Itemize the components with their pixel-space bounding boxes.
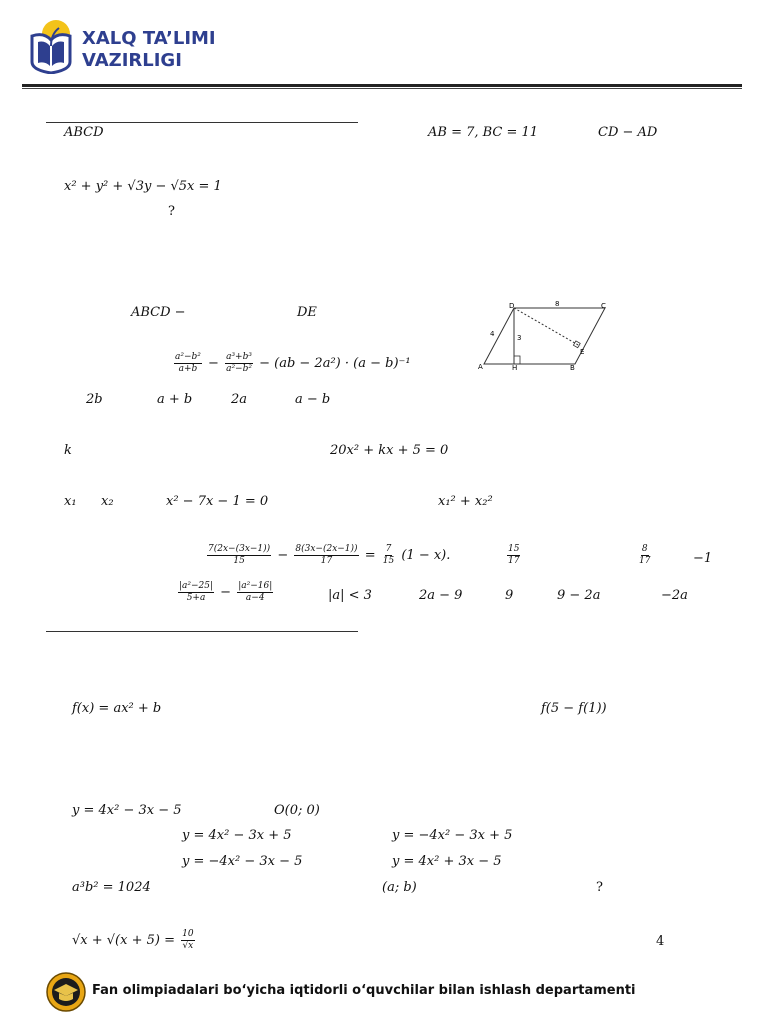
section-divider-top: [46, 122, 358, 123]
q8-option-a: 2a − 9: [419, 588, 463, 603]
q9-find: f(5 − f(1)): [541, 701, 607, 716]
q4-f1-den: a+b: [178, 364, 198, 374]
q7-f2-den: 17: [320, 556, 333, 566]
q6-x1: x₁: [64, 494, 77, 509]
q10-option-d: y = 4x² + 3x − 5: [392, 854, 502, 869]
q8-f2-den: a−4: [245, 593, 265, 603]
q12-lhs: √x + √(x + 5) =: [72, 933, 175, 948]
q7-f1-num: 7(2x−(3x−1)): [208, 544, 271, 554]
q7-o1-den: 17: [508, 556, 520, 566]
fig-label-d: D: [509, 302, 515, 310]
fig-len-ad: 4: [490, 330, 495, 338]
q4-option-b: a + b: [157, 392, 193, 407]
q11-equation: a³b² = 1024: [72, 880, 151, 895]
q5-k: k: [64, 443, 72, 458]
q4-f2-den: a²−b²: [226, 364, 252, 374]
q8-f2-num: |a²−16|: [238, 581, 273, 591]
q7-eq-den: 15: [382, 556, 395, 566]
q6-x2: x₂: [101, 494, 114, 509]
fig-len-dc: 8: [555, 300, 560, 308]
graduation-cap-badge-icon: [46, 972, 86, 1012]
q1-given: AB = 7, BC = 11: [428, 125, 539, 140]
q7-o2-num: 8: [641, 544, 648, 554]
q8-option-b: 9: [505, 588, 514, 603]
q4-expression: $\frac{\text{a²−b²}}{a+b}$ − $\frac{\text{a³+b³}}{\text{a²−b²}}$ − (ab − 2a²) · (a − b)⁻¹: [175, 352, 411, 374]
q12-den: √x: [182, 941, 194, 951]
fig-label-b: B: [570, 364, 575, 372]
fig-label-c: C: [601, 302, 606, 310]
q4-tail: − (ab − 2a²) · (a − b)⁻¹: [259, 356, 411, 371]
q10-equation: y = 4x² − 3x − 5: [72, 803, 182, 818]
q8-f1-den: 5+a: [186, 593, 206, 603]
q4-option-a: 2b: [86, 392, 103, 407]
q8-f1-num: |a²−25|: [179, 581, 214, 591]
q4-f1-num: a²−b²: [175, 352, 201, 362]
q8-option-c: 9 − 2a: [557, 588, 601, 603]
q8-expression: $\frac{\text{|a²−25|}}{5+a}$ − $\frac{\text{|a²−16|}}{a-4}$: [179, 581, 273, 603]
q6-find: x₁² + x₂²: [438, 494, 493, 509]
fig-len-dh: 3: [517, 334, 522, 342]
section-divider-bottom: [46, 631, 358, 632]
header-rule: [22, 84, 742, 87]
q8-condition: |a| < 3: [328, 588, 372, 603]
q7-o1-num: 15: [508, 544, 520, 554]
q4-option-d: a − b: [295, 392, 331, 407]
brand-line1: XALQ TA’LIMI: [82, 28, 216, 49]
q12-equation: [72, 929, 197, 952]
q3-label: ABCD −: [131, 305, 186, 320]
fig-label-a: A: [478, 363, 483, 371]
q1-label: ABCD: [64, 125, 104, 140]
q7-f2-num: 8(3x−(2x−1)): [295, 544, 358, 554]
q12-num: 10: [182, 929, 194, 939]
q7-f1-den: 15: [233, 556, 245, 566]
parallelogram-figure: [474, 298, 616, 372]
q9-function: f(x) = ax² + b: [72, 701, 162, 716]
q8-option-d: −2a: [661, 588, 688, 603]
q10-option-b: y = −4x² − 3x + 5: [392, 828, 513, 843]
header-rule-thin: [22, 88, 742, 89]
q10-option-a: y = 4x² − 3x + 5: [182, 828, 292, 843]
book-sprout-shield-icon: [28, 18, 74, 74]
q3-segment: DE: [297, 305, 317, 320]
brand-title: [82, 28, 216, 72]
q2-equation: x² + y² + √3y − √5x = 1: [64, 179, 222, 194]
q7-equation: $\frac{7(2x-(3x-1))}{15}$ − $\frac{8(3x-(2x-1))}{17}$ = $\frac{7}{15}$ (1 − x).: [208, 544, 451, 566]
q5-equation: 20x² + kx + 5 = 0: [330, 443, 449, 458]
q10-point: O(0; 0): [274, 803, 320, 818]
q7-option-b: [636, 544, 653, 567]
q6-equation: x² − 7x − 1 = 0: [166, 494, 269, 509]
q7-o2-den: 17: [639, 556, 651, 566]
q7-option-c: −1: [693, 551, 713, 566]
q7-eq-num: 7: [385, 544, 392, 554]
q4-f2-num: a³+b³: [226, 352, 252, 362]
q11-question-mark: ?: [596, 880, 603, 895]
brand-line2: VAZIRLIGI: [82, 50, 182, 71]
q2-question-mark: ?: [168, 204, 175, 219]
q4-option-c: 2a: [231, 392, 248, 407]
q7-option-a: [505, 544, 522, 567]
q11-pair: (a; b): [382, 880, 417, 895]
footer-department-text: Fan olimpiadalari bo‘yicha iqtidorli o‘quvchilar bilan ishlash departamenti: [92, 983, 636, 998]
q12-value: 4: [656, 934, 665, 949]
q7-eq-tail: (1 − x).: [401, 548, 451, 563]
q10-option-c: y = −4x² − 3x − 5: [182, 854, 303, 869]
fig-label-e: E: [580, 348, 585, 356]
q1-find: CD − AD: [598, 125, 658, 140]
fig-label-h: H: [512, 364, 518, 372]
